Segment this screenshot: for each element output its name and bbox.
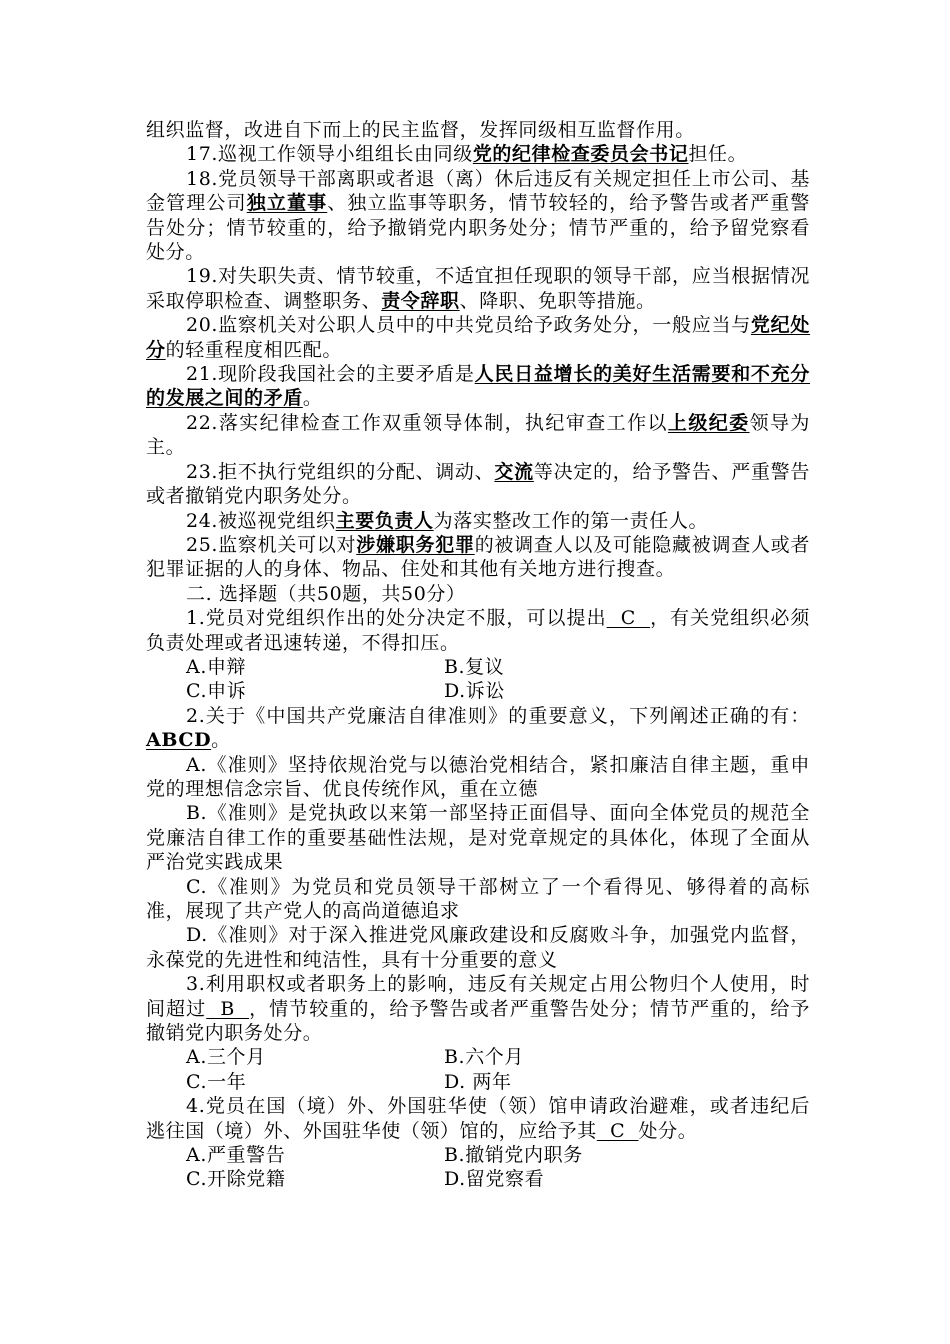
document-page [146,118,810,1192]
question-text: ，情节较重的，给予警告或者严重警告处分；情节严重的，给予撤销党内职务处分。 [146,997,810,1045]
fill-question-19 [146,264,810,313]
answer: 交流 [494,460,534,483]
question-text: 2.关于《中国共产党廉洁自律准则》的重要意义，下列阐述正确的有： [186,704,810,727]
answer-blank: C [606,607,651,630]
question-text: 18.党员领导干部离职或者退（离）休后违反有关规定担任上市公司、基金管理公司 [146,167,810,215]
fill-question-23 [146,460,810,509]
fill-question-18 [146,167,810,265]
question-text: 3.利用职权或者职务上的影响，违反有关规定占用公物归个人使用，时间超过 [146,973,810,1020]
answer: 人民日益增长的美好生活需要和不充分的发展之间的矛盾 [146,363,810,410]
option: A.三个月 [186,1046,266,1069]
choice-question-1 [146,606,810,655]
options-row [146,1070,810,1094]
section-title: 二. 选择题（共50题，共50分） [186,582,466,605]
fill-question-20 [146,313,810,362]
fill-question-22 [146,411,810,460]
answer-blank: B [206,997,250,1020]
options-row [146,1167,810,1191]
question-text: 17.巡视工作领导小组组长由同级 [186,143,473,166]
answer: 责令辞职 [381,289,460,312]
option: A.《准则》坚持依规治党与以德治党相结合，紧扣廉洁自律主题，重申党的理想信念宗旨、优良传统作风，重在立德 [146,753,810,800]
answer: 独立董事 [246,192,328,215]
option: B.撤销党内职务 [444,1144,583,1167]
choice-question-3 [146,972,810,1045]
question-text: 为落实整改工作的第一责任人。 [433,509,709,532]
question-text: ，有关党组织必须负责处理或者迅速转递，不得扣压。 [146,607,810,654]
option: D.诉讼 [444,680,505,703]
answer: ABCD [146,729,212,752]
option: C.《准则》为党员和党员领导干部树立了一个看得见、够得着的高标准，展现了共产党人的高尚道德追求 [146,875,810,922]
question-text: 、独立监事等职务，情节较轻的，给予警告或者严重警告处分；情节较重的，给予撤销党内职务处分；情节严重的，给予留党察看处分。 [146,192,810,264]
option: A.严重警告 [186,1144,286,1167]
question-text: 19.对失职失责、情节较重，不适宜担任现职的领导干部，应当根据情况采取停职检查、调整职务、 [146,265,810,312]
options-row [146,679,810,703]
option: A.申辩 [186,655,247,678]
fill-question-17 [146,142,810,166]
question-text: 1.党员对党组织作出的处分决定不服，可以提出 [186,607,607,630]
question-text: 领导为主。 [146,411,810,459]
answer: 涉嫌职务犯罪 [356,533,475,556]
option: D. 两年 [444,1070,512,1093]
option: C.一年 [186,1070,247,1093]
answer: 上级纪委 [667,411,750,434]
choice-question-4 [146,1094,810,1143]
options-row [146,1143,810,1167]
answer-blank: C [596,1119,639,1142]
question-text: 、降职、免职等措施。 [459,289,656,312]
option: B.《准则》是党执政以来第一部坚持正面倡导、面向全体党员的规范全党廉洁自律工作的重要基础性法规，是对党章规定的具体化，体现了全面从严治党实践成果 [146,802,810,874]
option: D.留党察看 [444,1168,545,1191]
question-text: 的被调查人以及可能隐藏被调查人或者犯罪证据的人的身体、物品、住处和其他有关地方进行搜查。 [146,533,811,581]
fill-question-21 [146,362,810,411]
fill-question-25 [146,533,810,582]
question-text: 。 [302,387,323,410]
question-text: 23.拒不执行党组织的分配、调动、 [186,460,495,483]
question-text: 等决定的，给予警告、严重警告或者撤销党内职务处分。 [146,460,810,508]
options-row [146,655,810,679]
question-text: 20.监察机关对公职人员中的中共党员给予政务处分，一般应当与 [186,314,751,337]
question-text: 22.落实纪律检查工作双重领导体制，执纪审查工作以 [186,411,668,434]
fill-question-24 [146,509,810,533]
question-text: 。 [211,729,231,752]
question-text: 处分。 [638,1119,698,1142]
question-text: 24.被巡视党组织 [186,509,336,532]
question-text: 21.现阶段我国社会的主要矛盾是 [186,363,475,386]
question-text: 的轻重程度相匹配。 [165,338,343,361]
question-text: 担任。 [688,143,748,166]
question-text: 25.监察机关可以对 [186,533,357,556]
answer: 党的纪律检查委员会书记 [472,143,689,166]
option: B.复议 [444,655,505,678]
answer: 党纪处分 [146,314,810,361]
question-text: 4.党员在国（境）外、外国驻华使（领）馆申请政治避难，或者违纪后逃往国（境）外、外国驻华使（领）馆的，应给予其 [146,1095,810,1142]
option: D.《准则》对于深入推进党风廉政建设和反腐败斗争，加强党内监督，永葆党的先进性和纯洁性，具有十分重要的意义 [146,924,810,971]
choice-question-2 [146,704,810,753]
options-row [146,1045,810,1069]
fill-line-continuation [146,118,810,142]
option: C.申诉 [186,680,247,703]
option: B.六个月 [444,1046,525,1069]
answer: 主要负责人 [335,509,434,532]
option: C.开除党籍 [186,1168,286,1191]
text: 组织监督，改进自下而上的民主监督，发挥同级相互监督作用。 [146,119,695,141]
